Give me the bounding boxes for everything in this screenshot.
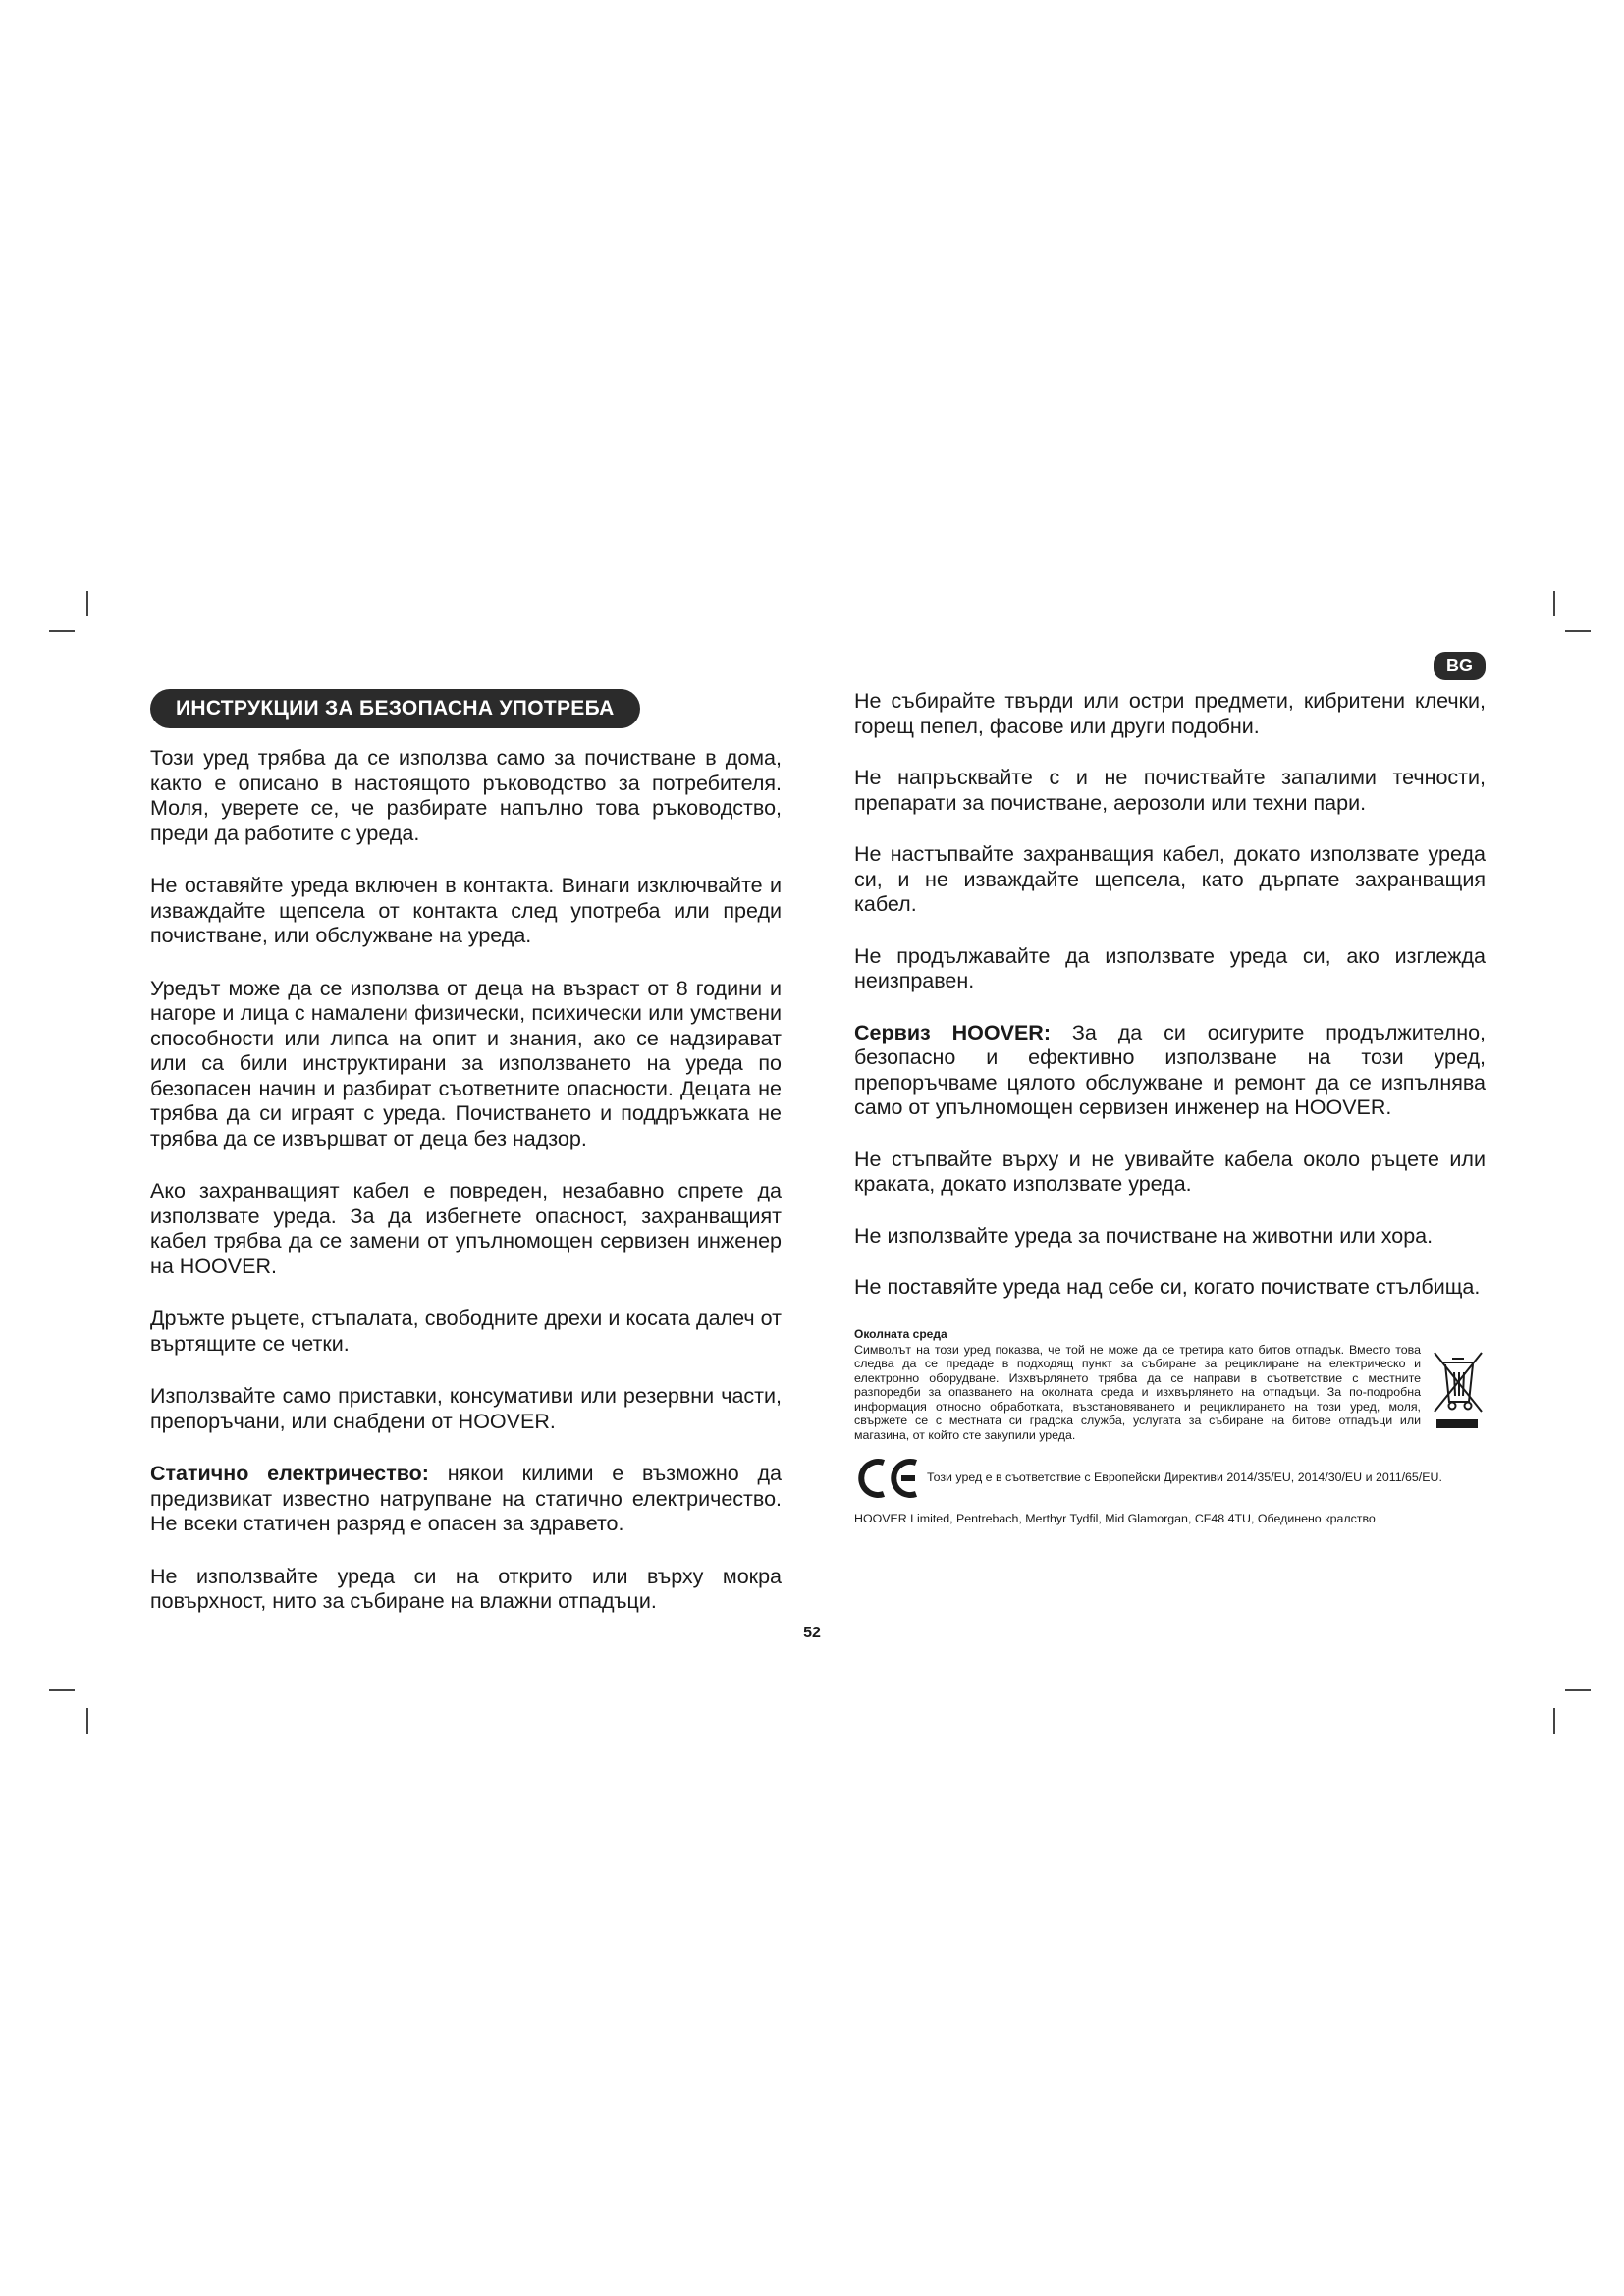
left-paragraphs bbox=[150, 746, 782, 1615]
safety-paragraph bbox=[854, 689, 1486, 739]
crop-mark bbox=[86, 1708, 88, 1734]
paragraph-text: Този уред трябва да се използва само за почистване в дома, както е описано в настоящото ръководство за потребителя. Моля, уверете се, че разбирате напълно това ръководство, преди да работите с уреда. bbox=[150, 746, 782, 845]
crop-mark bbox=[1565, 1689, 1591, 1691]
left-column bbox=[150, 689, 782, 1642]
environment-text: Символът на този уред показва, че той не може да се третира като битов отпадък. Вместо това следва да се предаде в подходящ пункт за събиране за рециклиране на електрическо и електронно оборудване. Изхвърлянето трябва да се направи в съответствие с местните разпоредби за опазването на околната среда и изхвърлянето на отпадъци. За по-подробна информация относно обработката, възстановяването и рециклирането на този уред, моля, свържете се с местната си градска служба, услугата за събиране на битове отпадъци или магазина, от който сте закупили уреда. bbox=[854, 1342, 1421, 1443]
language-badge: BG bbox=[1434, 652, 1486, 680]
environment-title: Околната среда bbox=[854, 1326, 947, 1341]
crop-mark bbox=[1565, 630, 1591, 632]
paragraph-lead: Сервиз HOOVER: bbox=[854, 1020, 1051, 1044]
crop-mark bbox=[49, 630, 75, 632]
paragraph-text: Не оставяйте уреда включен в контакта. Винаги изключвайте и изваждайте щепсела от контакта след употреба или преди почистване, или обслужване на уреда. bbox=[150, 874, 782, 947]
paragraph-text: Не продължавайте да използвате уреда си, ако изглежда неизправен. bbox=[854, 943, 1486, 992]
ce-compliance bbox=[854, 1457, 1486, 1500]
safety-paragraph bbox=[854, 1275, 1486, 1301]
right-column bbox=[854, 689, 1486, 1525]
ce-text: Този уред е в съответствие с Европейски Директиви 2014/35/EU, 2014/30/EU и 2011/65/EU. bbox=[927, 1470, 1442, 1485]
paragraph-text: Не стъпвайте върху и не увивайте кабела около ръцете или краката, докато използвате уреда. bbox=[854, 1147, 1486, 1196]
safety-paragraph bbox=[150, 874, 782, 949]
paragraph-text: За да си осигурите продължително, безопасно и ефективно използване на този уред, препоръчваме цялото обслужване и ремонт да се изпълнява само от упълномощен сервизен инженер на HOOVER. bbox=[854, 1020, 1486, 1119]
crop-mark bbox=[86, 591, 88, 616]
paragraph-text: Използвайте само приставки, консумативи или резервни части, препоръчани, или снабдени от HOOVER. bbox=[150, 1384, 782, 1433]
safety-paragraph bbox=[854, 1148, 1486, 1198]
page-number: 52 bbox=[803, 1625, 821, 1641]
safety-paragraph bbox=[150, 1307, 782, 1357]
safety-paragraph bbox=[150, 1462, 782, 1537]
safety-paragraph bbox=[854, 1021, 1486, 1121]
paragraph-text: Не настъпвайте захранващия кабел, докато използвате уреда си, и не изваждайте щепсела, като дърпате захранващия кабел. bbox=[854, 842, 1486, 916]
paragraph-text: Не напръсквайте с и не почиствайте запалими течности, препарати за почистване, аерозоли или техни пари. bbox=[854, 766, 1486, 815]
safety-paragraph bbox=[854, 766, 1486, 816]
environment-section bbox=[854, 1327, 1486, 1525]
paragraph-text: Не използвайте уреда за почистване на животни или хора. bbox=[854, 1223, 1434, 1248]
paragraph-lead: Статично електричество: bbox=[150, 1462, 429, 1485]
crop-mark bbox=[1553, 591, 1555, 616]
paragraph-text: Не поставяйте уреда над себе си, когато почиствате стълбища. bbox=[854, 1275, 1481, 1299]
crossed-out-wheelie-bin-icon bbox=[1429, 1347, 1486, 1433]
safety-paragraph bbox=[150, 1384, 782, 1434]
ce-mark-icon bbox=[854, 1457, 923, 1500]
safety-paragraph bbox=[150, 1179, 782, 1279]
safety-paragraph bbox=[854, 944, 1486, 994]
safety-paragraph bbox=[854, 842, 1486, 918]
section-heading: ИНСТРУКЦИИ ЗА БЕЗОПАСНА УПОТРЕБА bbox=[150, 689, 640, 728]
paragraph-text: Дръжте ръцете, стъпалата, свободните дрехи и косата далеч от въртящите се четки. bbox=[150, 1307, 782, 1356]
paragraph-text: Не използвайте уреда си на открито или върху мокра повърхност, нито за събиране на влажни отпадъци. bbox=[150, 1564, 782, 1613]
paragraph-text: Ако захранващият кабел е повреден, незабавно спрете да използвате уреда. За да избегнете опасност, захранващият кабел трябва да се замени от упълномощен сервизен инженер на HOOVER. bbox=[150, 1179, 782, 1278]
safety-paragraph bbox=[150, 1565, 782, 1615]
paragraph-text: Не събирайте твърди или остри предмети, кибритени клечки, горещ пепел, фасове или други подобни. bbox=[854, 689, 1486, 738]
safety-paragraph bbox=[150, 746, 782, 846]
crop-mark bbox=[1553, 1708, 1555, 1734]
paragraph-text: Уредът може да се използва от деца на възраст от 8 години и нагоре и лица с намалени физически, психически или умствени способности или липса на опит и знания, ако се надзирават или са били инструктирани за използването на уреда по безопасен начин и разбират съответните опасности. Децата не трябва да си играят с уреда. Почистването и поддръжката не трябва да се извършват от деца без надзор. bbox=[150, 976, 782, 1150]
paragraph-text: някои килими е възможно да предизвикат известно натрупване на статично електричество. Не всеки статичен разряд е опасен за здравето. bbox=[150, 1462, 783, 1535]
crop-mark bbox=[49, 1689, 75, 1691]
manufacturer-address: HOOVER Limited, Pentrebach, Merthyr Tydfil, Mid Glamorgan, CF48 4TU, Обединено кралство bbox=[854, 1511, 1376, 1525]
safety-paragraph bbox=[150, 977, 782, 1152]
safety-paragraph bbox=[854, 1224, 1486, 1250]
right-paragraphs bbox=[854, 689, 1486, 1301]
